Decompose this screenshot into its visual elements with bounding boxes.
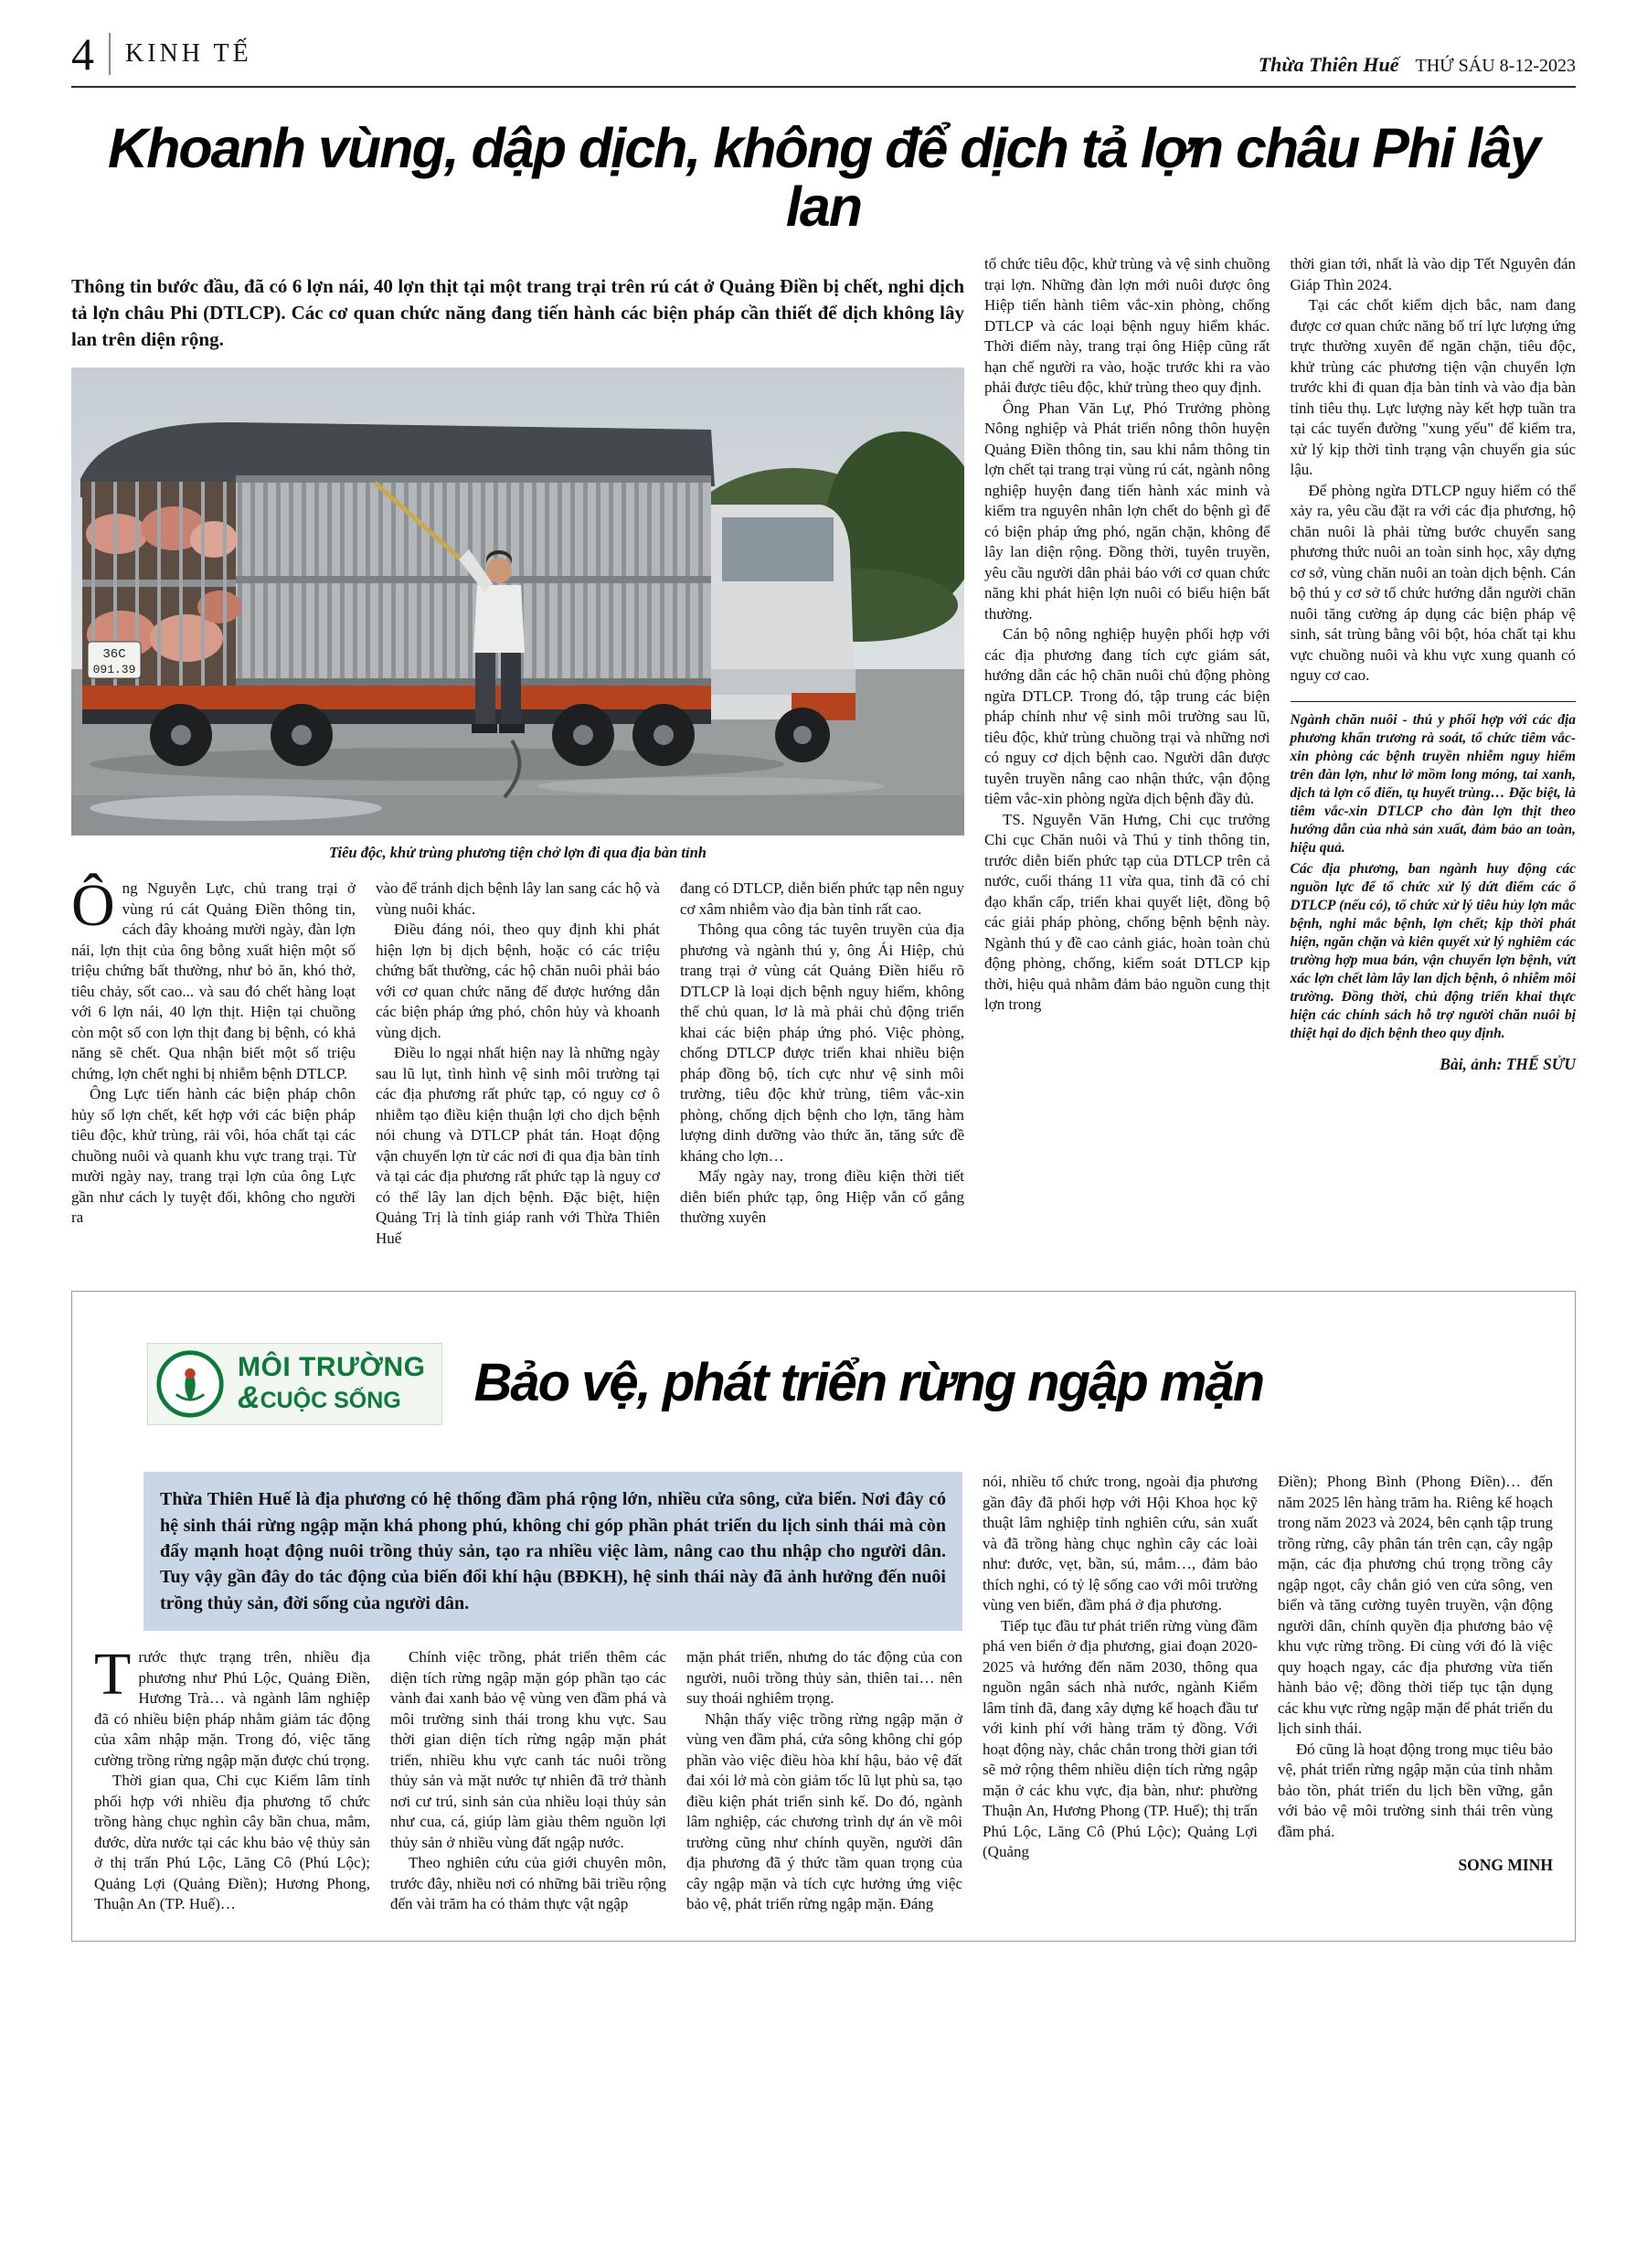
paragraph: Ông Nguyễn Lực, chủ trang trại ở vùng rú cát Quảng Điền thông tin, cách đây khoảng mười ngày, đàn lợn nái, lợn thịt của ông bỗng xuất hiện một số triệu chứng bất thường, như bỏ ăn, khó thở, tiêu chảy, sốt cao... và sau đó chết hàng loạt với 6 lợn nái, 40 lợn thịt. Hiện tại chuồng còn một số con lợn thịt đang bị bệnh, có khả năng sẽ chết. Qua nhận biết một số triệu chứng, lợn chết nghi bị nhiễm bệnh DTLCP. <box>71 872 356 1082</box>
paragraph: Ông Phan Văn Lự, Phó Trưởng phòng Nông nghiệp và Phát triển nông thôn huyện Quảng Điền thông tin, sau khi nắm thông tin lợn chết tại trang trại vùng rú cát, ngành nông nghiệp huyện đang tiến hành xác minh và kiểm tra nguyên nhân lợn chết do bệnh gì để có biện pháp ứng phó, ngăn chặn, không để lây lan diện rộng. Đồng thời, tuyên truyền, yêu cầu người dân phải báo với cơ quan chức năng khi phát hiện lợn nuôi có biểu hiện bất thường. <box>984 399 1270 623</box>
article1-columns-left <box>71 872 964 1249</box>
svg-text:36C: 36C <box>102 647 126 662</box>
head <box>486 558 512 583</box>
article1-note-box <box>1291 701 1577 1043</box>
paragraph: Theo nghiên cứu của giới chuyên môn, trước đây, nhiều nơi có những bãi triều rộng đến vài trăm ha có thảm thực vật ngập <box>390 1854 666 1913</box>
article1-col1 <box>71 872 356 1249</box>
article2-left-block <box>94 1472 962 1914</box>
article1-lead: Thông tin bước đầu, đã có 6 lợn nái, 40 lợn thịt tại một trang trại trên rú cát ở Quảng Điền bị chết, nghi dịch tả lợn châu Phi (DTLCP). Các cơ quan chức năng đang tiến hành các biện pháp cần thiết để dịch không lây lan trên diện rộng. <box>71 275 964 351</box>
article1-right-block <box>984 254 1576 1249</box>
paragraph: Chính việc trồng, phát triển thêm các diện tích rừng ngập mặn góp phần tạo các vành đai xanh bảo vệ vùng ven đầm phá và môi trường sinh thái trong khu vực. Sau thời gian diện tích rừng ngập mặn phát triển, nhiều khu vực canh tác nuôi trồng thủy sản và mặt nước tự nhiên đã trở thành nơi cư trú, sinh sản của nhiều loại thủy sản như cua, cá, giúp làm giàu thêm nguồn lợi thủy sản ở nhiều vùng đất ngập nước. <box>390 1648 666 1851</box>
leg <box>501 653 521 726</box>
paragraph: Cán bộ nông nghiệp huyện phối hợp với các địa phương đang tích cực giám sát, hướng dẫn các hộ chăn nuôi chủ động phòng ngừa DTLCP. Trong đó, tập trung các biện pháp chính như vệ sinh môi trường sau lũ, tiêu độc, khử trùng chuồng trại và những nơi có nguy cơ dịch bệnh cao. Người dân được tuyên truyền nâng cao nhận thức, vận động tiêm vắc-xin phòng ngừa dịch bệnh đầy đủ. <box>984 625 1270 808</box>
article2-col1 <box>94 1641 370 1915</box>
paragraph: Tiếp tục đầu tư phát triển rừng vùng đầm phá ven biển ở địa phương, giai đoạn 2020-2025 và hướng đến năm 2030, thông qua nguồn ngân sách nhà nước, ngành Kiểm lâm tỉnh đã, đang xây dựng kế hoạch đầu tư với kinh phí với hàng trăm tỷ đồng. Với hoạt động này, chắc chắn trong thời gian tới sẽ mở rộng thêm nhiều diện tích rừng ngập mặn ở các khu vực, địa bàn, như: phường Thuận An, Hương Phong (TP. Huế); thị trấn Phú Lộc, Lăng Cô (Phú Lộc); Quảng Lợi (Quảng <box>983 1616 1258 1861</box>
paragraph: Ông Lực tiến hành các biện pháp chôn hủy số lợn chết, kết hợp với các biện pháp tiêu độc, khử trùng, rải vôi, hóa chất tại các chuồng nuôi và quanh khu vực trang trại. Từ mười ngày nay, trang trại lợn của ông Lực gần như cách ly tuyệt đối, không cho người ra <box>71 1085 356 1226</box>
article2-col2 <box>390 1647 666 1915</box>
article1-left-block <box>71 254 964 1249</box>
shirt <box>473 585 525 653</box>
paragraph: Thời gian qua, Chi cục Kiểm lâm tỉnh phối hợp với nhiều địa phương tổ chức trồng hàng chục nghìn cây bần chua, mắm, đước, dừa nước tại các khu bảo vệ thủy sản ở thị trấn Phú Lộc, Lăng Cô (Phú Lộc); Quảng Lợi (Quảng Điền); Hương Phong, Thuận An (TP. Huế)… <box>94 1772 370 1913</box>
article2-lead: Thừa Thiên Huế là địa phương có hệ thống đầm phá rộng lớn, nhiều cửa sông, cửa biển. Nơi đây có hệ sinh thái rừng ngập mặn khá phong phú, không chỉ góp phần phát triển du lịch sinh thái mà còn đẩy mạnh hoạt động nuôi trồng thủy sản, tạo ra nhiều việc làm, nâng cao thu nhập cho người dân. Tuy vậy gần đây do tác động của biến đổi khí hậu (BĐKH), hệ sinh thái này đã ảnh hưởng đến nuôi trồng thủy sản, đời sống của người dân. <box>143 1472 962 1631</box>
article1-col5-text <box>1291 254 1577 687</box>
environment-logo-box <box>147 1343 442 1425</box>
article2-col4 <box>983 1472 1258 1914</box>
masthead-left <box>71 28 252 80</box>
article1-col3 <box>680 878 964 1249</box>
article2-headline: Bảo vệ, phát triển rừng ngập mặn <box>473 1353 1264 1413</box>
paragraph: Điền); Phong Bình (Phong Điền)… đến năm 2025 lên hàng trăm ha. Riêng kế hoạch trong năm 2023 và 2024, bên cạnh tập trung trồng rừng, cây phân tán trên cạn, cây ngập mặn, các địa phương chú trọng trồng cây ngập ngọt, cây chắn gió ven cửa sông, ven biển và tăng cường tuyên truyền, vận động người dân, chính quyền địa phương bảo vệ khu vực rừng trồng. Đi cùng với đó là việc quy hoạch ngay, các địa phương vừa tiến hành bảo vệ; đồng thời tiếp tục tận dụng các khu vực rừng ngập mặn để phát triển du lịch sinh thái. <box>1278 1473 1553 1738</box>
paragraph: Để phòng ngừa DTLCP nguy hiểm có thể xảy ra, yêu cầu đặt ra với các địa phương, hộ chăn nuôi là phải từng bước chuyển sang phương thức nuôi an toàn sinh học, xây dựng cơ sở, vùng chăn nuôi an toàn dịch bệnh. Cán bộ thú y cơ sở tổ chức hướng dẫn người chăn nuôi tăng cường áp dụng các biện pháp vệ sinh, sát trùng bằng vôi bột, hóa chất tại khu vực chuồng nuôi và khu vực xung quanh có nguy cơ cao. <box>1290 481 1576 685</box>
article1-col2 <box>376 878 660 1249</box>
article2-col3 <box>686 1647 962 1915</box>
paragraph: Điều đáng nói, theo quy định khi phát hiện lợn bị dịch bệnh, hoặc có các triệu chứng bất thường, các hộ chăn nuôi phải báo với cơ quan chức năng để được hướng dẫn các biện pháp ứng phó, chôn hủy và khoanh vùng dịch. <box>376 921 660 1041</box>
paragraph: Điều lo ngại nhất hiện nay là những ngày sau lũ lụt, tình hình vệ sinh môi trường tại các địa phương rất phức tạp, có nguy cơ ô nhiễm tạo điều kiện thuận lợi cho dịch bệnh nói chung và DTLCP phát tán. Hoạt động vận chuyển lợn từ các nơi đi qua địa bàn tỉnh và tại các địa phương rất phức tạp là nguy cơ có thể lây lan dịch bệnh. Đặc biệt, hiện Quảng Trị là tỉnh giáp ranh với Thừa Thiên Huế <box>376 1044 660 1247</box>
paragraph: Thông qua công tác tuyên truyền của địa phương và ngành thú y, ông Ái Hiệp, chủ trang trại ở vùng cát Quảng Điền hiểu rõ DTLCP là loại dịch bệnh nguy hiểm, không thể chủ quan, lơ là mà phải chủ động triển khai các biện pháp ứng phó. Việc phòng, chống DTLCP được triển khai nhiều biện pháp đồng bộ, tích cực như vệ sinh môi trường, tiêu độc khử trùng, tiêm vắc-xin phòng, chống dịch bệnh cho lợn, tăng hàm lượng dinh dưỡng vào thức ăn, tăng sức đề kháng cho lợn… <box>680 921 964 1165</box>
article1-col5 <box>1291 254 1577 1249</box>
paragraph: mặn phát triển, nhưng do tác động của con người, nuôi trồng thủy sản, thiên tai… nên suy thoái nghiêm trọng. <box>686 1648 962 1708</box>
paragraph: Tại các chốt kiểm dịch bắc, nam đang được cơ quan chức năng bố trí lực lượng ứng trực thường xuyên để ngăn chặn, tiêu độc, khử trùng các phương tiện vận chuyển lợn trước khi đi quan địa bàn tỉnh và vào địa bàn tỉnh tiêu thụ. Lực lượng này kết hợp tuần tra tại các tuyến đường "xung yếu" để kiểm tra, xử lý kịp thời tình trạng vận chuyển gia súc lậu. <box>1290 296 1576 479</box>
leg <box>475 653 495 726</box>
paragraph: vào để tránh dịch bệnh lây lan sang các hộ và vùng nuôi khác. <box>376 879 660 918</box>
article2-byline: SONG MINH <box>1458 1856 1553 1875</box>
svg-text:091.39: 091.39 <box>92 663 136 676</box>
paragraph: thời gian tới, nhất là vào dịp Tết Nguyên đán Giáp Thìn 2024. <box>1290 255 1576 293</box>
article1-headline: Khoanh vùng, dập dịch, không để dịch tả lợn châu Phi lây lan <box>108 117 1539 239</box>
logo-line1: MÔI TRƯỜNG <box>238 1351 426 1382</box>
logo-line2 <box>238 1379 425 1415</box>
paragraph: TS. Nguyễn Văn Hưng, Chi cục trưởng Chi cục Chăn nuôi và Thú y tỉnh thông tin, trước diễn biến phức tạp của DTLCP trên cả nước, cuối tháng 11 vừa qua, tỉnh đã có chỉ đạo khẩn cấp, triển khai quyết liệt, đồng bộ các giải pháp phòng, chống bệnh bệnh này. Ngành thú y đề cao cảnh giác, hoàn toàn chủ động phòng, chống, kiểm soát DTLCP kịp thời, hiệu quả nhằm đảm bảo nguồn cung thịt lợn trong <box>984 810 1270 1014</box>
article1-col4 <box>984 254 1270 1249</box>
article2-right-block <box>983 1472 1553 1914</box>
article2-columns-left <box>94 1641 962 1915</box>
paragraph: Trước thực trạng trên, nhiều địa phương như Phú Lộc, Quảng Điền, Hương Trà… và ngành lâm nghiệp đã có nhiều biện pháp nhằm giảm tác động của xâm nhập mặn. Trong đó, việc tăng cường trồng rừng ngập mặn được chú trọng. <box>94 1641 370 1769</box>
photo-illustration <box>71 367 964 836</box>
masthead <box>71 28 1576 88</box>
paragraph: Đó cũng là hoạt động trong mục tiêu bảo vệ, phát triển rừng ngập mặn của tỉnh nhằm bảo tồn, phát triển du lịch bền vững, gắn với bảo vệ môi trường sinh thái trên vùng đầm phá. <box>1278 1740 1553 1840</box>
page-number: 4 <box>71 28 94 80</box>
paragraph: tổ chức tiêu độc, khử trùng và vệ sinh chuồng trại lợn. Những đàn lợn mới nuôi được ông Hiệp tiến hành tiêm vắc-xin phòng, chống DTLCP và các loại bệnh nguy hiểm khác. Thời điểm này, trang trại ông Hiệp cũng rất hạn chế người ra vào, hoặc trước khi ra vào phải được tiêu độc, khử trùng theo quy định. <box>984 255 1270 397</box>
article2-body <box>94 1472 1553 1914</box>
paragraph: nói, nhiều tổ chức trong, ngoài địa phương gần đây đã phối hợp với Hội Khoa học kỹ thuật lâm nghiệp tỉnh nghiên cứu, sản xuất và đã trồng hàng chục nghìn cây các loài như: đước, vẹt, bần, sú, mắm…, đảm bảo thích nghi, có tỷ lệ sống cao với môi trường vùng ven biển, đầm phá ở địa phương. <box>983 1473 1258 1614</box>
article2-col5-text <box>1278 1472 1553 1842</box>
article1-photo <box>71 367 964 836</box>
article2 <box>71 1291 1576 1942</box>
paragraph: đang có DTLCP, diễn biến phức tạp nên nguy cơ xâm nhiễm vào địa bàn tỉnh rất cao. <box>680 879 964 918</box>
section-title: KINH TẾ <box>125 39 252 68</box>
article1-byline: Bài, ảnh: THẾ SỬU <box>1440 1054 1576 1073</box>
masthead-right <box>1259 53 1576 77</box>
article2-col5 <box>1278 1472 1553 1914</box>
environment-logo-icon <box>155 1349 225 1419</box>
paragraph: Ngành chăn nuôi - thú y phối hợp với các địa phương khẩn trương rà soát, tổ chức tiêm vắc-xin phòng các bệnh truyền nhiễm nguy hiểm trên đàn lợn, như lở mồm long móng, tai xanh, dịch tả lợn cổ điển, tụ huyết trùng… Đặc biệt, là tiêm vắc-xin DTLCP cho đàn lợn thịt theo hướng dẫn của nhà sản xuất, đảm bảo an toàn, hiệu quả. <box>1290 711 1576 856</box>
paragraph: Các địa phương, ban ngành huy động các nguồn lực để tổ chức xử lý dứt điểm các ổ DTLCP (nếu có), tổ chức xử lý tiêu hủy lợn mắc bệnh, nghi mắc bệnh, lợn chết; kịp thời phát hiện, ngăn chặn và kiên quyết xử lý nghiêm các trường hợp mua bán, vận chuyển lợn bệnh, vứt xác lợn chết làm lây lan dịch bệnh, ô nhiễm môi trường. Đồng thời, chủ động triển khai thực hiện các chính sách hỗ trợ người chăn nuôi bị thiệt hại do dịch bệnh theo quy định. <box>1290 860 1576 1041</box>
logo-line2-text: CUỘC SỐNG <box>260 1387 401 1413</box>
paper-date: THỨ SÁU 8-12-2023 <box>1415 56 1576 76</box>
article1-body <box>71 254 1576 1249</box>
paragraph: Mấy ngày nay, trong điều kiện thời tiết diễn biến phức tạp, ông Hiệp vẫn cố gắng thường xuyên <box>680 1167 964 1226</box>
photo-caption: Tiêu độc, khử trùng phương tiện chở lợn đi qua địa bàn tỉnh <box>329 844 707 861</box>
license-plate <box>88 642 141 678</box>
paper-name: Thừa Thiên Huế <box>1258 53 1399 76</box>
environment-logo-text <box>238 1351 426 1415</box>
logo-ampersand: & <box>238 1379 260 1415</box>
article2-header <box>94 1312 1553 1455</box>
paragraph: Nhận thấy việc trồng rừng ngập mặn ở vùng ven đầm phá, cửa sông không chỉ góp phần vào việc điều hòa khí hậu, bảo vệ đất đai xói lở mà còn giảm tốc lũ lụt phù sa, tạo điều kiện phát triển sinh kế. Do đó, ngành lâm nghiệp, các chương trình dự án về môi trường cũng như chính quyền, người dân địa phương đã ý thức tầm quan trọng của cây ngập mặn và tích cực hưởng ứng việc bảo vệ, phát triển rừng ngập mặn. Đáng <box>686 1709 962 1913</box>
masthead-divider <box>109 33 111 75</box>
